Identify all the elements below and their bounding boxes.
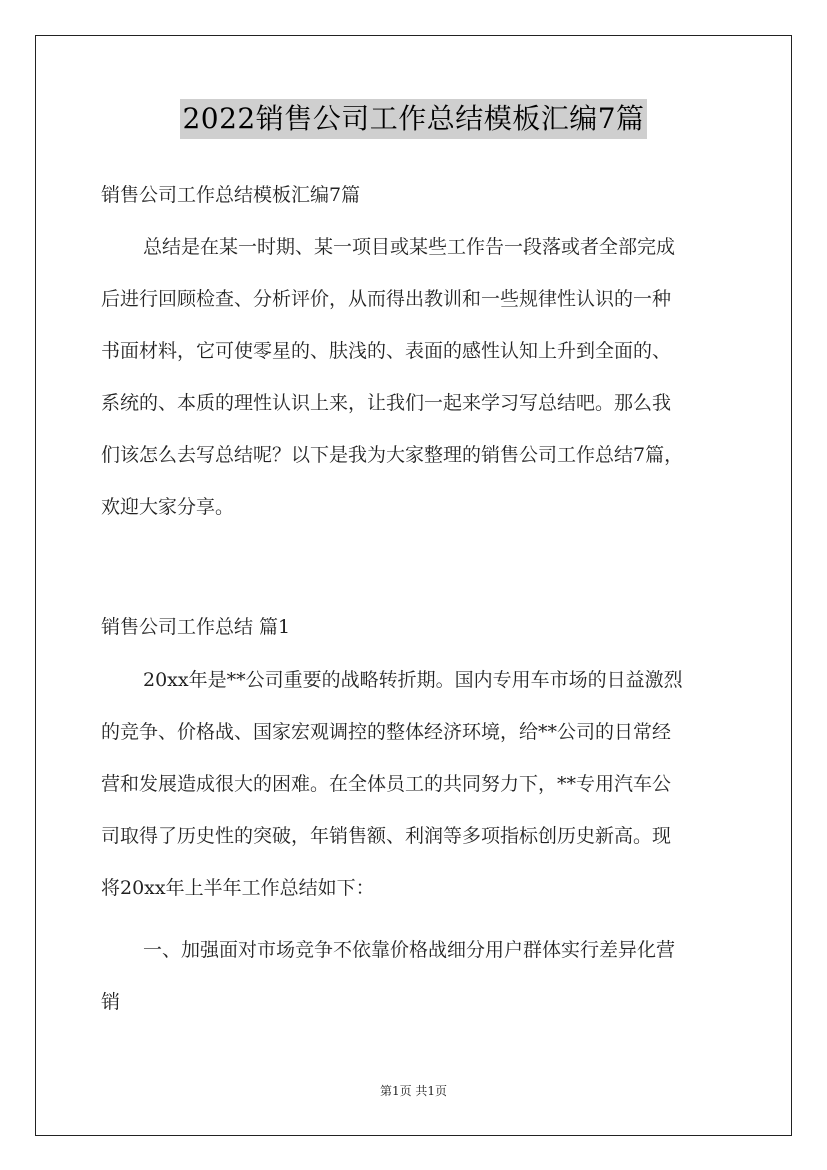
intro-line: 后进行回顾检查、分析评价，从而得出教训和一些规律性认识的一种: [101, 288, 672, 310]
body-line: 营和发展造成很大的困难。在全体员工的共同努力下，**专用汽车公: [101, 773, 672, 795]
document-subtitle: 销售公司工作总结模板汇编7篇: [101, 184, 361, 206]
intro-line: 书面材料，它可使零星的、肤浅的、表面的感性认知上升到全面的、: [101, 340, 672, 362]
title-wrap: [0, 99, 827, 139]
body-line: 司取得了历史性的突破，年销售额、利润等多项指标创历史新高。现: [101, 825, 672, 847]
intro-line: 系统的、本质的理性认识上来，让我们一起来学习写总结吧。那么我: [101, 392, 672, 414]
point-line: 一、加强面对市场竞争不依靠价格战细分用户群体实行差异化营: [143, 939, 676, 961]
intro-line: 们该怎么去写总结呢？以下是我为大家整理的销售公司工作总结7篇，: [101, 444, 684, 466]
page-footer: 第1页 共1页: [379, 1084, 448, 1098]
intro-line: 欢迎大家分享。: [101, 496, 235, 518]
point-line: 销: [101, 991, 121, 1013]
body-line: 将20xx年上半年工作总结如下：: [101, 877, 375, 899]
section-heading: 销售公司工作总结 篇1: [101, 616, 291, 638]
intro-line: 总结是在某一时期、某一项目或某些工作告一段落或者全部完成: [143, 236, 676, 258]
document-title: 2022销售公司工作总结模板汇编7篇: [180, 99, 646, 139]
body-line: 的竞争、价格战、国家宏观调控的整体经济环境，给**公司的日常经: [101, 721, 672, 743]
body-line: 20xx年是**公司重要的战略转折期。国内专用车市场的日益激烈: [143, 669, 683, 691]
